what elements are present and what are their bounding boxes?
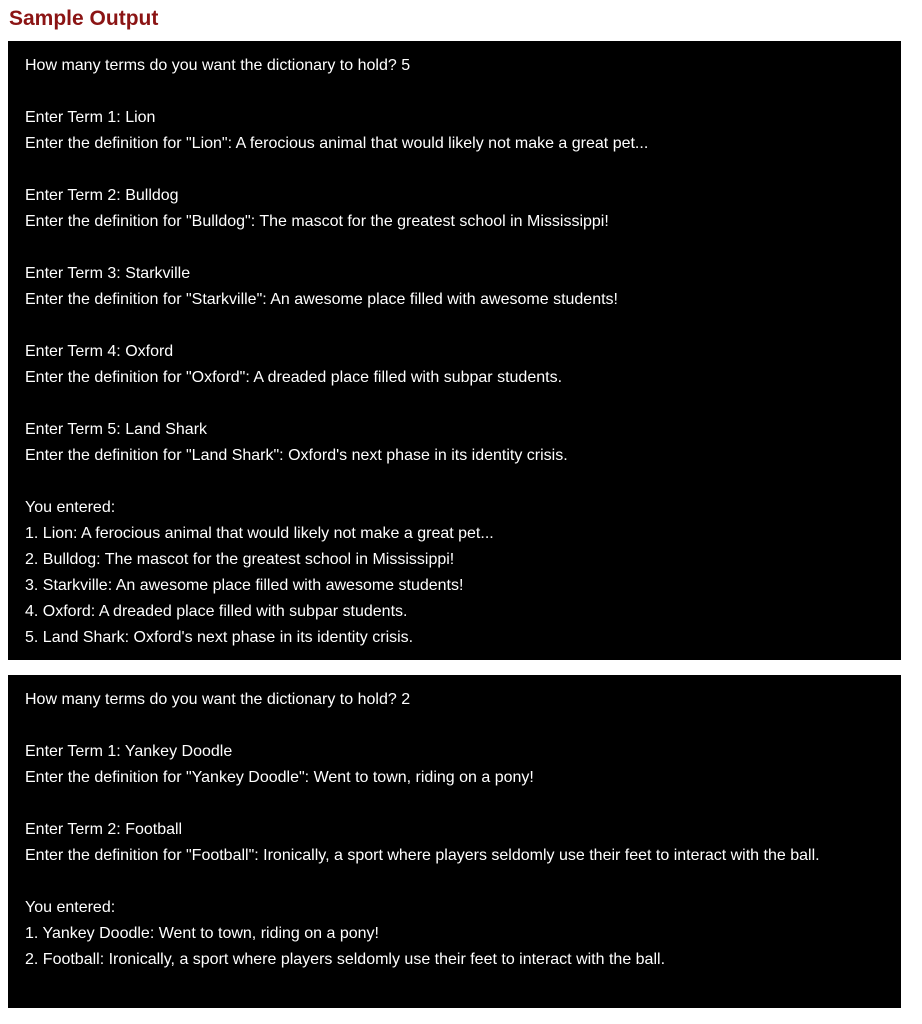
console-line: [25, 235, 885, 261]
console-line: You entered:: [25, 499, 116, 516]
console-line: You entered:: [25, 899, 116, 916]
console-line: [25, 469, 885, 495]
console-line: How many terms do you want the dictionary to hold? 5: [25, 57, 411, 74]
console-line: Enter Term 1: Yankey Doodle: [25, 743, 233, 760]
console-line: 1. Lion: A ferocious animal that would likely not make a great pet...: [25, 525, 494, 542]
console-line: [25, 391, 885, 417]
console-output-2: [8, 675, 901, 1008]
console-line: [25, 313, 885, 339]
console-line: [25, 791, 885, 817]
console-line: Enter the definition for "Lion": A ferocious animal that would likely not make a great pet...: [25, 135, 649, 152]
console-line: 2. Bulldog: The mascot for the greatest school in Mississippi!: [25, 551, 455, 568]
console-line: Enter the definition for "Yankey Doodle": Went to town, riding on a pony!: [25, 769, 534, 786]
console-line: [25, 869, 885, 895]
console-line: Enter Term 1: Lion: [25, 109, 156, 126]
console-line: 2. Football: Ironically, a sport where players seldomly use their feet to interact with the ball.: [25, 951, 666, 968]
console-line: 1. Yankey Doodle: Went to town, riding on a pony!: [25, 925, 379, 942]
console-line: Enter the definition for "Starkville": An awesome place filled with awesome students!: [25, 291, 618, 308]
console-line: 5. Land Shark: Oxford's next phase in its identity crisis.: [25, 629, 414, 646]
console-line: Enter the definition for "Bulldog": The mascot for the greatest school in Mississippi!: [25, 213, 609, 230]
console-line: 4. Oxford: A dreaded place filled with subpar students.: [25, 603, 408, 620]
console-line: Enter the definition for "Land Shark": Oxford's next phase in its identity crisis.: [25, 447, 568, 464]
console-line: Enter Term 2: Bulldog: [25, 187, 179, 204]
console-line: Enter the definition for "Oxford": A dreaded place filled with subpar students.: [25, 369, 563, 386]
console-line: Enter Term 4: Oxford: [25, 343, 174, 360]
console-line: [25, 157, 885, 183]
page-title: Sample Output: [9, 7, 159, 30]
console-line: Enter Term 2: Football: [25, 821, 183, 838]
console-line: Enter the definition for "Football": Ironically, a sport where players seldomly use their feet to interact with the ball.: [25, 847, 820, 864]
console-line: How many terms do you want the dictionary to hold? 2: [25, 691, 411, 708]
console-output-1: [8, 41, 901, 660]
console-line: [25, 713, 885, 739]
console-line: Enter Term 3: Starkville: [25, 265, 191, 282]
console-line: [25, 79, 885, 105]
console-line: 3. Starkville: An awesome place filled with awesome students!: [25, 577, 464, 594]
console-line: Enter Term 5: Land Shark: [25, 421, 208, 438]
